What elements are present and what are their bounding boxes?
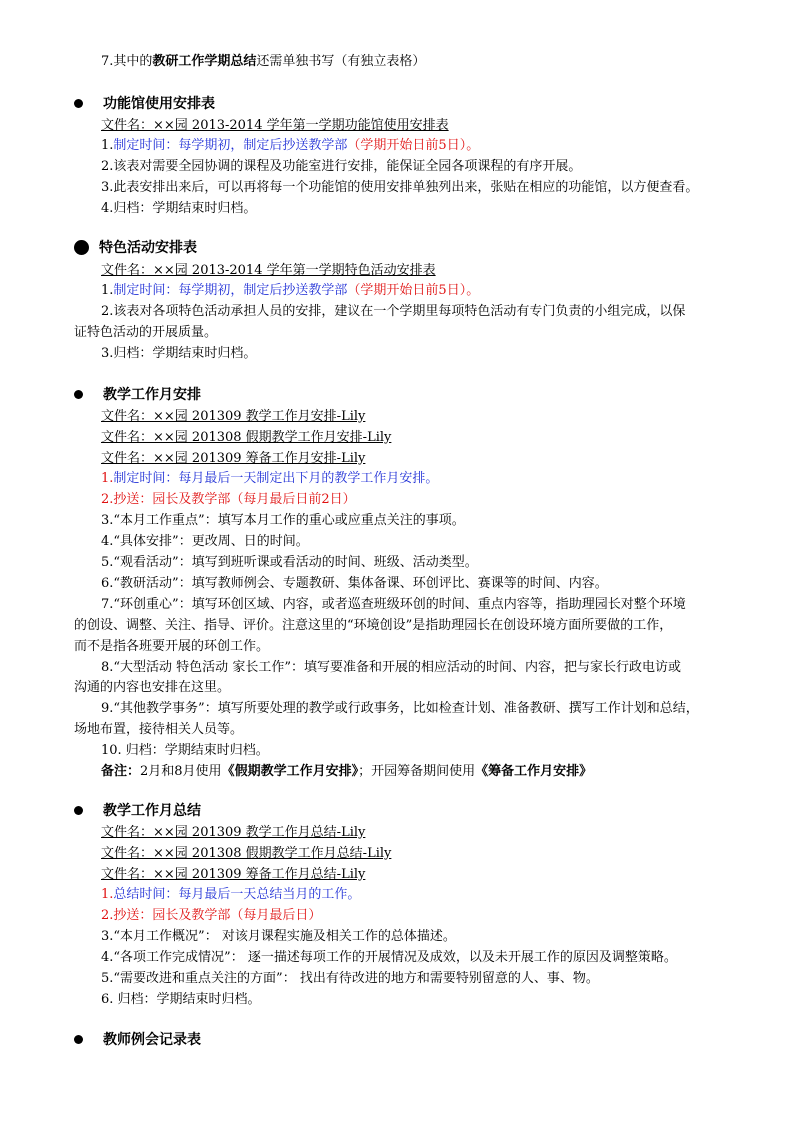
monthly-summary-item1: [101, 886, 360, 904]
item-blue-text: 制定时间：每月最后一天制定出下月的教学工作月安排。: [113, 471, 439, 486]
monthly-plan-item4: 4.“具体安排”：更改周、日的时间。: [101, 534, 309, 549]
special-file: [101, 262, 436, 280]
item-red-text: 抄送：园长及教学部（每月最后日）: [113, 908, 322, 923]
item-number: 1.: [101, 138, 114, 153]
special-item3: 3.归档：学期结束时归档。: [101, 346, 257, 361]
item-blue-text: 制定时间：每学期初，制定后抄送教学部: [113, 138, 348, 153]
filename: 文件名：××园 201308 假期教学工作月安排-Lily: [101, 430, 392, 445]
monthly-summary-file2: [101, 845, 391, 863]
monthly-summary-item2: [101, 907, 321, 925]
item-number: 1.: [101, 471, 114, 486]
note-label: 备注：: [101, 764, 141, 779]
monthly-summary-item3: 3.“本月工作概况”： 对该月课程实施及相关工作的总体描述。: [101, 929, 456, 944]
heading-teacher-meeting-text: 教师例会记录表: [103, 1032, 201, 1048]
heading-func-room: [74, 94, 215, 114]
func-room-item3: 3.此表安排出来后，可以再将每一个功能馆的使用安排单独列出来，张贴在相应的功能馆，以方便查看。: [101, 180, 699, 195]
monthly-summary-file1: [101, 824, 365, 842]
item-red-text: （学期开始日前5日）。: [347, 138, 480, 153]
monthly-plan-item7a: 7.“环创重心”：填写环创区域、内容，或者巡查班级环创的时间、重点内容等，指助理园长对整个环境: [101, 597, 686, 612]
heading-func-room-text: 功能馆使用安排表: [103, 96, 215, 112]
filename: 文件名：××园 201309 教学工作月总结-Lily: [101, 825, 366, 840]
special-item2b: 证特色活动的开展质量。: [74, 325, 218, 340]
func-room-filename: 文件名：××园 2013-2014 学年第一学期功能馆使用安排表: [101, 118, 449, 133]
monthly-plan-item9b: 场地布置，接待相关人员等。: [74, 722, 244, 737]
heading-special-text: 特色活动安排表: [99, 240, 197, 256]
special-filename: 文件名：××园 2013-2014 学年第一学期特色活动安排表: [101, 263, 436, 278]
monthly-plan-file1: [101, 408, 365, 426]
item-number: 2.: [101, 908, 114, 923]
note-text: ；开园筹备期间使用: [358, 764, 476, 779]
monthly-summary-item4: 4.“各项工作完成情况”： 逐一描述每项工作的开展情况及成效，以及未开展工作的原因及调整策略。: [101, 950, 677, 965]
heading-monthly-plan-text: 教学工作月安排: [103, 387, 201, 403]
func-room-item4: 4.归档：学期结束时归档。: [101, 201, 257, 216]
filename: 文件名：××园 201309 筹备工作月安排-Lily: [101, 451, 366, 466]
note-text: 2月和8月使用: [140, 764, 222, 779]
filename: 文件名：××园 201308 假期教学工作月总结-Lily: [101, 846, 392, 861]
note-bold: 《筹备工作月安排》: [475, 764, 593, 779]
monthly-plan-item3: 3.“本月工作重点”：填写本月工作的重心或应重点关注的事项。: [101, 513, 465, 528]
heading-special: [74, 238, 197, 258]
heading-monthly-summary-text: 教学工作月总结: [103, 803, 201, 819]
filename: 文件名：××园 201309 教学工作月安排-Lily: [101, 409, 366, 424]
func-room-item1: [101, 137, 479, 155]
item-blue-text: 制定时间：每学期初，制定后抄送教学部: [113, 283, 348, 298]
monthly-plan-file3: [101, 450, 365, 468]
monthly-plan-item8b: 沟通的内容也安排在这里。: [74, 680, 231, 695]
monthly-plan-item7c: 而不是指各班要开展的环创工作。: [74, 639, 270, 654]
heading-monthly-plan: [74, 385, 201, 405]
bullet-icon: [74, 99, 83, 108]
monthly-plan-item8a: 8.“大型活动 特色活动 家长工作”：填写要准备和开展的相应活动的时间、内容，把与家长行政电访或: [101, 660, 681, 675]
monthly-plan-item5: 5.“观看活动”：填写到班听课或看活动的时间、班级、活动类型。: [101, 555, 478, 570]
monthly-plan-item9a: 9.“其他教学事务”：填写所要处理的教学或行政事务，比如检查计划、准备教研、撰写工作计划和总结，: [101, 701, 699, 716]
monthly-plan-item2: [101, 491, 356, 509]
special-item2a: 2.该表对各项特色活动承担人员的安排，建议在一个学期里每项特色活动有专门负责的小组完成，以保: [101, 304, 686, 319]
func-room-file: [101, 117, 449, 135]
monthly-plan-item7b: 的创设、调整、关注、指导、评价。注意这里的“环境创设”是指助理园长在创设环境方面所要做的工作，: [74, 618, 673, 633]
monthly-plan-item1: [101, 470, 438, 488]
note-bold: 《假期教学工作月安排》: [221, 764, 359, 779]
intro-bold: 教研工作学期总结: [152, 54, 257, 69]
item-number: 1.: [101, 887, 114, 902]
monthly-summary-item5: 5.“需要改进和重点关注的方面”： 找出有待改进的地方和需要特别留意的人、事、物。: [101, 971, 599, 986]
item-blue-text: 总结时间：每月最后一天总结当月的工作。: [113, 887, 361, 902]
func-room-item2: 2.该表对需要全园协调的课程及功能室进行安排，能保证全园各项课程的有序开展。: [101, 159, 582, 174]
monthly-summary-item6: 6. 归档：学期结束时归档。: [101, 992, 261, 1007]
item-number: 1.: [101, 283, 114, 298]
heading-monthly-summary: [74, 801, 201, 821]
intro-prefix: 7.其中的: [101, 54, 153, 69]
monthly-plan-file2: [101, 429, 391, 447]
bullet-icon: [74, 806, 83, 815]
bullet-icon: [74, 1035, 83, 1044]
intro-line: [101, 53, 425, 71]
monthly-plan-item6: 6.“教研活动”：填写教师例会、专题教研、集体备课、环创评比、赛课等的时间、内容。: [101, 576, 608, 591]
monthly-plan-note: [101, 763, 592, 781]
item-number: 2.: [101, 492, 114, 507]
item-red-text: 抄送：园长及教学部（每月最后日前2日）: [113, 492, 356, 507]
special-item1: [101, 282, 479, 300]
monthly-summary-file3: [101, 866, 365, 884]
intro-suffix: 还需单独书写（有独立表格）: [256, 54, 426, 69]
bullet-icon: [74, 240, 89, 255]
monthly-plan-item10: 10. 归档：学期结束时归档。: [101, 743, 269, 758]
filename: 文件名：××园 201309 筹备工作月总结-Lily: [101, 867, 366, 882]
bullet-icon: [74, 390, 83, 399]
heading-teacher-meeting: [74, 1030, 201, 1050]
item-red-text: （学期开始日前5日）。: [347, 283, 480, 298]
